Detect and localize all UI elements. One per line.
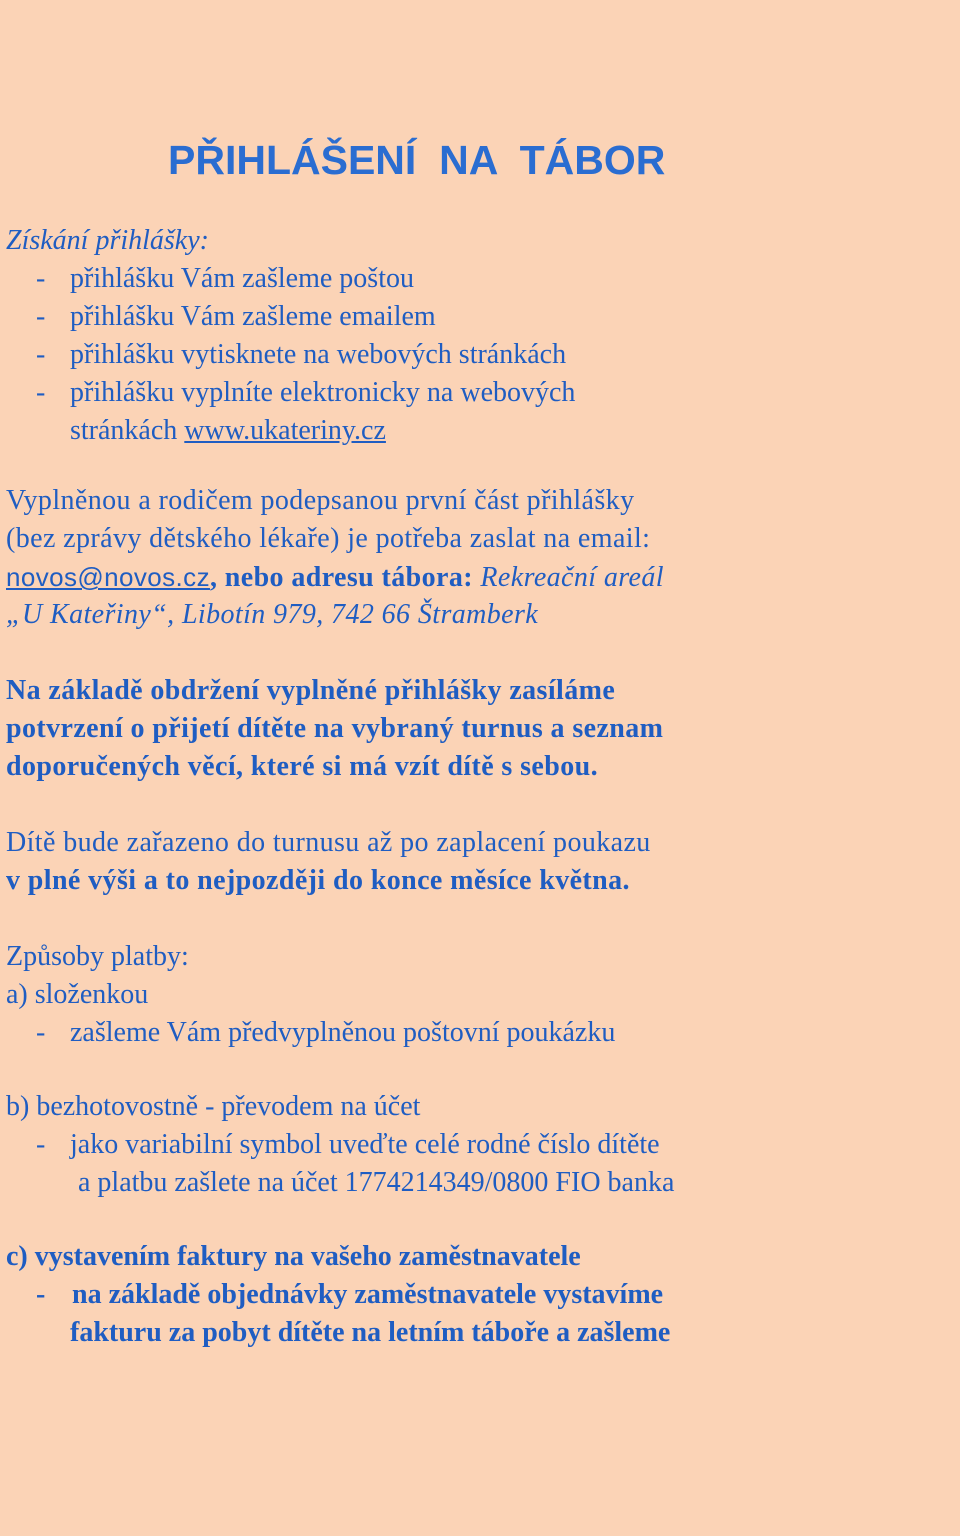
- confirmation-line: potvrzení o přijetí dítěte na vybraný turnus a seznam: [6, 713, 664, 744]
- confirmation-line: Na základě obdržení vyplněné přihlášky zasíláme: [6, 675, 616, 706]
- submission-section: [6, 482, 664, 634]
- submission-address-line: [6, 558, 664, 596]
- list-dash: -: [36, 377, 46, 408]
- list-item-continuation: [6, 412, 575, 450]
- list-item: [6, 1014, 615, 1052]
- payment-option-b-section: [6, 1088, 674, 1202]
- payment-option-a: a) složenkou: [6, 979, 149, 1010]
- payment-option-b: b) bezhotovostně - převodem na účet: [6, 1091, 421, 1122]
- website-link[interactable]: www.ukateriny.cz: [184, 415, 386, 446]
- list-item: [6, 298, 575, 336]
- assignment-line: Dítě bude zařazeno do turnusu až po zaplacení poukazu: [6, 827, 651, 858]
- list-item-text: na základě objednávky zaměstnavatele vystavíme: [72, 1279, 664, 1310]
- submission-line: Vyplněnou a rodičem podepsanou první část přihlášky: [6, 485, 635, 516]
- list-item: [6, 374, 575, 412]
- list-item-continuation: fakturu za pobyt dítěte na letním táboře a zašleme: [70, 1317, 671, 1348]
- camp-address: „U Kateřiny“, Libotín 979, 742 66 Štramberk: [6, 599, 539, 630]
- submission-line: (bez zprávy dětského lékaře) je potřeba zaslat na email:: [6, 523, 651, 554]
- confirmation-section: [6, 672, 663, 786]
- list-item-text: jako variabilní symbol uveďte celé rodné číslo dítěte: [70, 1129, 660, 1160]
- email-link[interactable]: novos@novos.cz: [6, 562, 210, 592]
- submission-mid-text: , nebo adresu tábora:: [209, 562, 481, 593]
- page-title: PŘIHLÁŠENÍ NA TÁBOR: [168, 137, 666, 183]
- list-item-text: zašleme Vám předvyplněnou poštovní poukázku: [70, 1017, 616, 1048]
- assignment-line: v plné výši a to nejpozději do konce měsíce května.: [6, 865, 630, 896]
- list-dash: -: [36, 301, 46, 332]
- list-item-text: přihlášku vytisknete na webových stránkách: [70, 339, 567, 370]
- list-dash: -: [36, 1279, 46, 1310]
- camp-address: Rekreační areál: [480, 562, 664, 593]
- confirmation-line: doporučených věcí, které si má vzít dítě s sebou.: [6, 751, 598, 782]
- list-item: [6, 336, 575, 374]
- list-dash: -: [36, 339, 46, 370]
- list-dash: -: [36, 1017, 46, 1048]
- payment-option-c: c) vystavením faktury na vašeho zaměstnavatele: [6, 1241, 581, 1272]
- payment-section: [6, 938, 615, 1052]
- obtaining-section: [6, 222, 575, 450]
- list-item: [6, 1126, 674, 1164]
- list-dash: -: [36, 263, 46, 294]
- list-dash: -: [36, 1129, 46, 1160]
- assignment-section: [6, 824, 651, 900]
- list-item-text: přihlášku Vám zašleme poštou: [70, 263, 414, 294]
- list-item: [6, 1276, 670, 1314]
- list-item-text: přihlášku vyplníte elektronicky na webových: [70, 377, 576, 408]
- list-item-text: přihlášku Vám zašleme emailem: [70, 301, 436, 332]
- list-item-text: stránkách: [70, 415, 185, 446]
- list-item-continuation: a platbu zašlete na účet 1774214349/0800 FIO banka: [78, 1167, 675, 1198]
- obtaining-heading: Získání přihlášky:: [6, 225, 209, 256]
- list-item: [6, 260, 575, 298]
- payment-heading: Způsoby platby:: [6, 941, 189, 972]
- payment-option-c-section: [6, 1238, 670, 1352]
